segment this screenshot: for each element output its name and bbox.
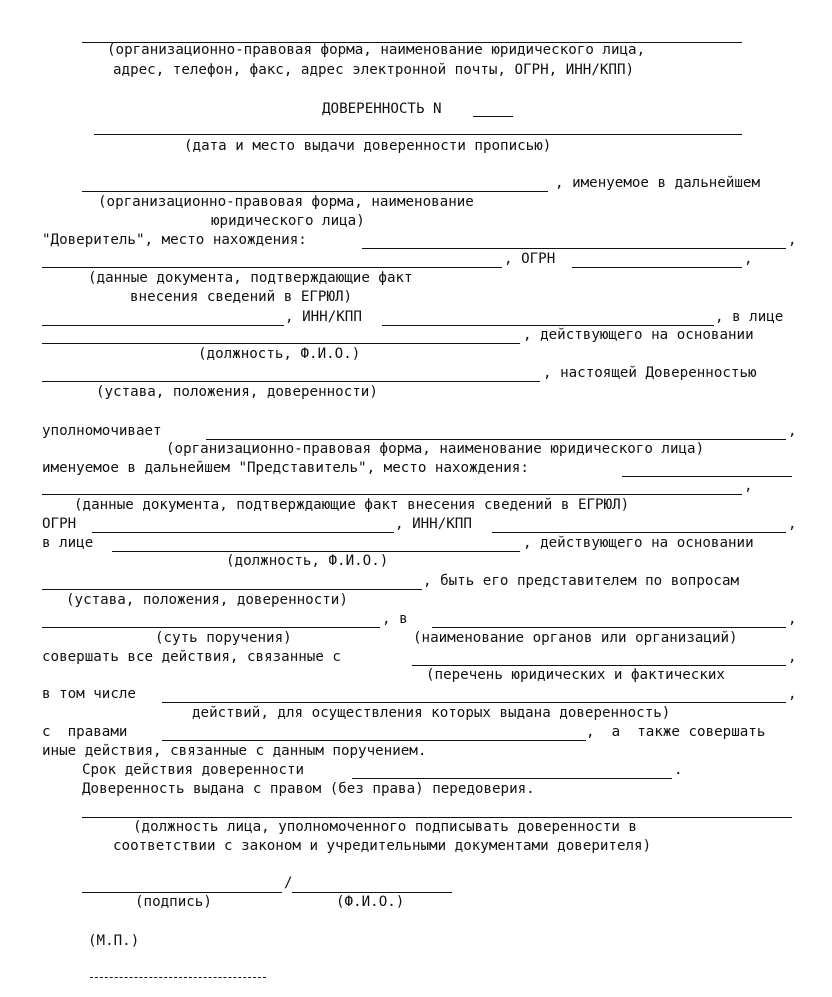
- validity-period: .: [674, 762, 683, 778]
- essence-line: [42, 627, 380, 628]
- representative-named-text: именуемое в дальнейшем "Представитель", место нахождения:: [42, 460, 529, 476]
- principal-in-person-text: , в лице: [715, 309, 784, 325]
- name-caption: (Ф.И.О.): [336, 894, 405, 910]
- representative-location-line: [622, 476, 792, 477]
- principal-charter-caption: (устава, положения, доверенности): [96, 384, 378, 400]
- actions-caption: действий, для осуществления которых выдана доверенность): [192, 705, 671, 721]
- principal-inn-label: , ИНН/КПП: [285, 309, 362, 325]
- actions-list-caption: (перечень юридических и фактических: [426, 667, 725, 683]
- principal-document-line: [42, 267, 502, 268]
- representative-location-line-2: [42, 494, 742, 495]
- other-actions-text: иные действия, связанные с данным поручением.: [42, 743, 427, 759]
- principal-name-line: [82, 191, 548, 192]
- signer-caption-2: соответствии с законом и учредительными документами доверителя): [113, 838, 652, 854]
- signer-caption-1: (должность лица, уполномоченного подписывать доверенности в: [133, 819, 637, 835]
- principal-location-line: [362, 248, 786, 249]
- principal-doc-caption-2: внесения сведений в ЕГРЮЛ): [130, 289, 353, 305]
- validity-label: Срок действия доверенности: [82, 762, 305, 778]
- essence-caption: (суть поручения): [155, 630, 292, 646]
- document-title: ДОВЕРЕННОСТЬ N: [322, 101, 442, 117]
- principal-basis-line: [42, 381, 540, 382]
- document-number-line: [473, 116, 513, 117]
- principal-this-power-text: , настоящей Доверенностью: [543, 365, 757, 381]
- principal-ogrn-line: [572, 267, 742, 268]
- perform-actions-text: совершать все действия, связанные с: [42, 649, 341, 665]
- representative-ogrn-label: ОГРН: [42, 516, 77, 532]
- including-comma: ,: [788, 686, 797, 702]
- principal-ogrn-comma: ,: [744, 251, 753, 267]
- org-caption-line-1: (организационно-правовая форма, наименование юридического лица,: [107, 42, 646, 58]
- be-representative-text: , быть его представителем по вопросам: [423, 573, 740, 589]
- signature-slash: /: [284, 875, 293, 891]
- representative-ogrn-line: [92, 532, 394, 533]
- principal-doc-caption-1: (данные документа, подтверждающие факт: [88, 270, 413, 286]
- including-text: в том числе: [42, 686, 136, 702]
- representative-acting-text: , действующего на основании: [523, 535, 754, 551]
- principal-ogrn-label: , ОГРН: [504, 251, 556, 267]
- signature-caption: (подпись): [135, 894, 212, 910]
- representative-inn-comma: ,: [788, 516, 797, 532]
- organizations-line: [432, 627, 786, 628]
- org-caption-line-2: адрес, телефон, факс, адрес электронной почты, ОГРН, ИНН/КПП): [113, 62, 635, 78]
- principal-form-caption-1: (организационно-правовая форма, наименование: [98, 194, 474, 210]
- principal-location-comma: ,: [788, 232, 797, 248]
- actions-list-comma: ,: [788, 649, 797, 665]
- transfer-rights-text: Доверенность выдана с правом (без права) передоверия.: [82, 781, 535, 797]
- representative-inn-line: [492, 532, 786, 533]
- representative-inn-label: , ИНН/КПП: [395, 516, 472, 532]
- rights-line: [162, 740, 586, 741]
- including-line: [162, 702, 786, 703]
- footnote-separator: [90, 977, 266, 978]
- organizations-caption: (наименование органов или организаций): [413, 630, 738, 646]
- date-place-caption: (дата и место выдачи доверенности прописью): [184, 138, 552, 154]
- representative-doc-caption: (данные документа, подтверждающие факт внесения сведений в ЕГРЮЛ): [74, 497, 630, 513]
- principal-position-caption: (должность, Ф.И.О.): [198, 346, 361, 362]
- seal-placeholder: (М.П.): [88, 933, 140, 949]
- authorizes-text: уполномочивает: [42, 423, 162, 439]
- representative-charter-caption: (устава, положения, доверенности): [66, 592, 348, 608]
- representative-position-caption: (должность, Ф.И.О.): [226, 553, 389, 569]
- representative-form-caption: (организационно-правовая форма, наименование юридического лица): [166, 441, 705, 457]
- principal-form-caption-2: юридического лица): [211, 213, 365, 229]
- representative-location-comma: ,: [744, 478, 753, 494]
- in-word-text: , в: [382, 611, 408, 627]
- representative-basis-line: [42, 589, 422, 590]
- validity-line: [352, 778, 672, 779]
- date-place-line: [94, 134, 742, 135]
- principal-document-line-2: [42, 325, 284, 326]
- representative-name-comma: ,: [788, 423, 797, 439]
- also-perform-text: , а также совершать: [586, 724, 766, 740]
- representative-in-person-label: в лице: [42, 535, 94, 551]
- with-rights-text: с правами: [42, 724, 128, 740]
- principal-acting-text: , действующего на основании: [523, 327, 754, 343]
- principal-named-text: , именуемое в дальнейшем: [555, 175, 760, 191]
- principal-position-line: [42, 343, 520, 344]
- organizations-comma: ,: [788, 611, 797, 627]
- principal-location-label: "Доверитель", место нахождения:: [42, 232, 307, 248]
